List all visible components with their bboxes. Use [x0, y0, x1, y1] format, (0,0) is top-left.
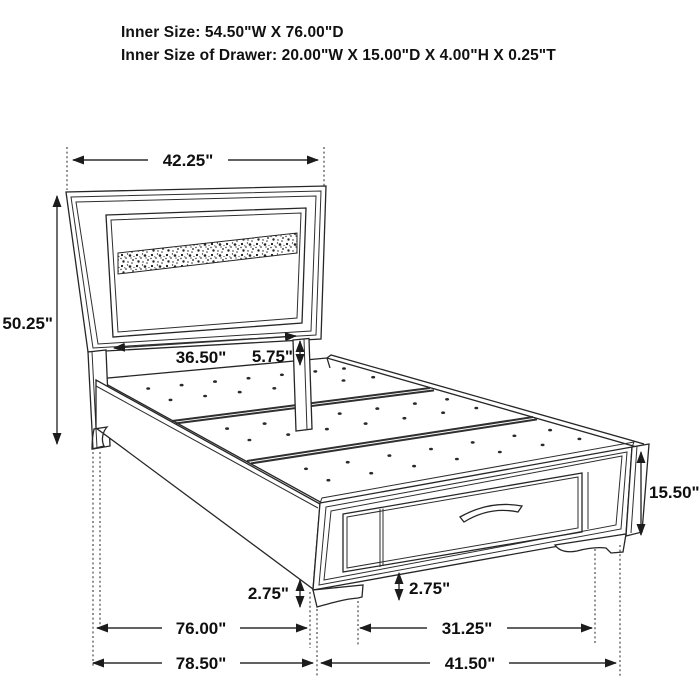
dim-label-headboard-inner-width: 36.50" — [175, 348, 227, 367]
headboard-outer-frame — [66, 186, 326, 352]
dim-label-headboard-height: 50.25" — [2, 314, 53, 333]
inner-size-text: Inner Size: 54.50"W X 76.00"D — [121, 24, 344, 41]
drawer-size-text: Inner Size of Drawer: 20.00"W X 15.00"D X 4.00"H X 0.25"T — [121, 47, 556, 64]
dim-headboard-height — [2, 196, 57, 444]
dim-footboard-height — [641, 452, 700, 535]
bed-line-drawing — [66, 186, 649, 607]
dim-label-headboard-leg-height: 5.75" — [251, 347, 293, 366]
dim-label-side-rail-foot-height: 2.75" — [247, 584, 289, 603]
dim-label-footboard-height: 15.50" — [649, 483, 700, 502]
dim-label-overall-depth: 78.50" — [175, 654, 227, 673]
dim-label-footboard-width: 41.50" — [444, 654, 496, 673]
dim-side-rail-foot-height — [248, 580, 300, 607]
dim-label-footboard-foot-height: 2.75" — [409, 579, 451, 598]
headboard — [66, 186, 326, 352]
dim-headboard-width — [67, 147, 324, 190]
dim-label-inner-depth: 76.00" — [175, 619, 227, 638]
dim-label-headboard-width: 42.25" — [162, 151, 214, 170]
dim-footboard-foot-height — [399, 573, 450, 600]
dim-label-between-feet-width: 31.25" — [441, 619, 493, 638]
headboard-right-leg — [293, 339, 312, 432]
